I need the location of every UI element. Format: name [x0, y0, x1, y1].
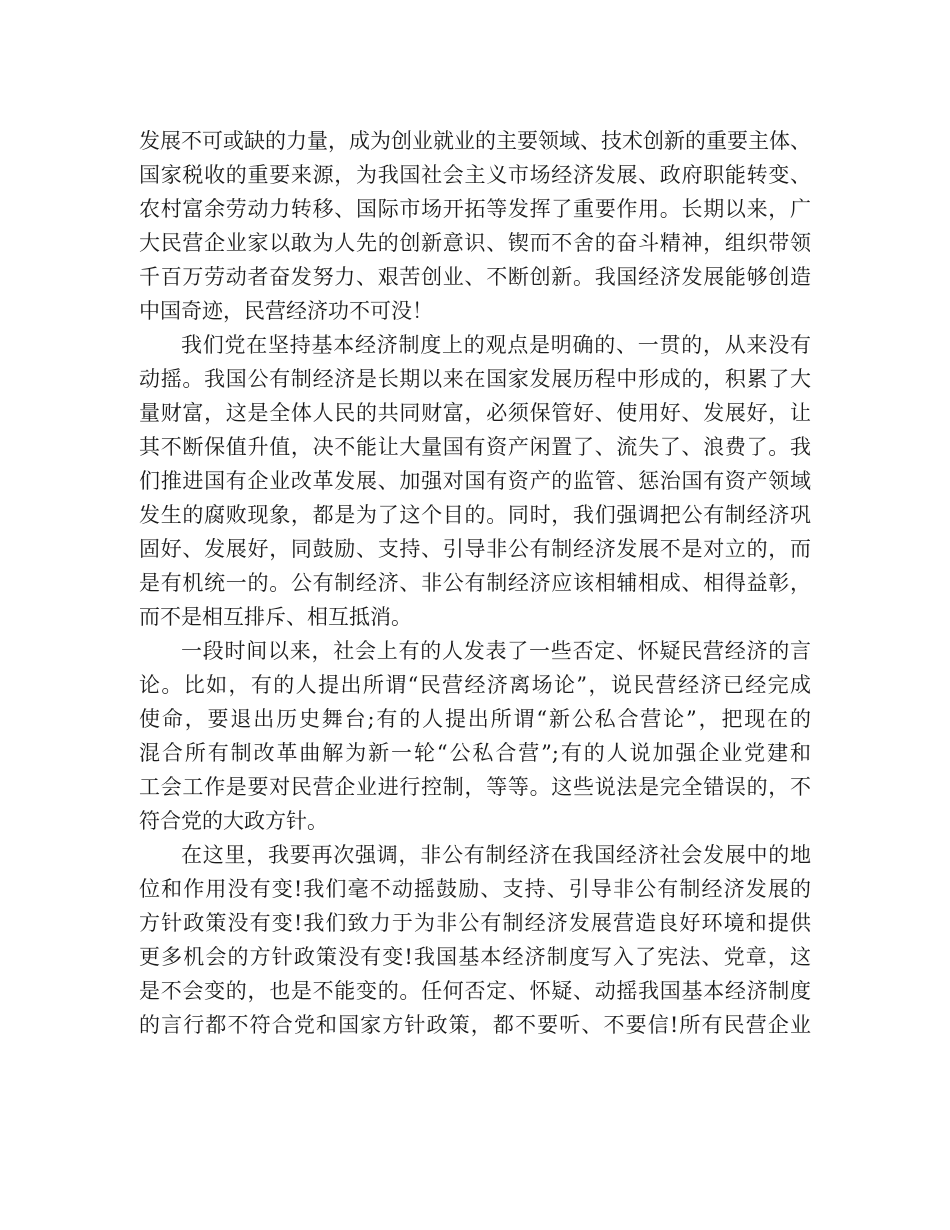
text-line: 千百万劳动者奋发努力、艰苦创业、不断创新。我国经济发展能够创造 [139, 265, 811, 289]
paragraph [139, 634, 811, 838]
text-line: 符合党的大政方针。 [139, 809, 328, 833]
text-line: 而不是相互排斥、相互抵消。 [139, 605, 412, 629]
text-line: 量财富，这是全体人民的共同财富，必须保管好、使用好、发展好，让 [139, 401, 811, 425]
text-line: 中国奇迹，民营经济功不可没！ [139, 299, 433, 323]
text-line: 发展不可或缺的力量，成为创业就业的主要领域、技术创新的重要主体、 [139, 129, 811, 153]
paragraph [139, 124, 811, 328]
text-line: 方针政策没有变!我们致力于为非公有制经济发展营造良好环境和提供 [139, 911, 811, 935]
text-line: 更多机会的方针政策没有变!我国基本经济制度写入了宪法、党章，这 [139, 945, 811, 969]
text-line: 国家税收的重要来源，为我国社会主义市场经济发展、政府职能转变、 [139, 163, 811, 187]
text-line: 大民营企业家以敢为人先的创新意识、锲而不舍的奋斗精神，组织带领 [139, 231, 811, 255]
text-line: 位和作用没有变!我们毫不动摇鼓励、支持、引导非公有制经济发展的 [139, 877, 811, 901]
text-line: 动摇。我国公有制经济是长期以来在国家发展历程中形成的，积累了大 [139, 367, 811, 391]
text-line: 一段时间以来，社会上有的人发表了一些否定、怀疑民营经济的言 [181, 639, 811, 663]
text-line: 其不断保值升值，决不能让大量国有资产闲置了、流失了、浪费了。我 [139, 435, 811, 459]
text-line: 发生的腐败现象，都是为了这个目的。同时，我们强调把公有制经济巩 [139, 503, 811, 527]
paragraph [139, 838, 811, 1042]
text-line: 混合所有制改革曲解为新一轮“公私合营”;有的人说加强企业党建和 [139, 741, 811, 765]
text-line: 我们党在坚持基本经济制度上的观点是明确的、一贯的，从来没有 [181, 333, 811, 357]
text-line: 使命，要退出历史舞台;有的人提出所谓“新公私合营论”，把现在的 [139, 707, 811, 731]
document-body [139, 124, 811, 1042]
text-line: 们推进国有企业改革发展、加强对国有资产的监管、惩治国有资产领域 [139, 469, 811, 493]
text-line: 固好、发展好，同鼓励、支持、引导非公有制经济发展不是对立的，而 [139, 537, 811, 561]
text-line: 论。比如，有的人提出所谓“民营经济离场论”，说民营经济已经完成 [139, 673, 811, 697]
text-line: 是有机统一的。公有制经济、非公有制经济应该相辅相成、相得益彰， [139, 571, 811, 595]
text-line: 的言行都不符合党和国家方针政策，都不要听、不要信!所有民营企业 [139, 1013, 811, 1037]
text-line: 是不会变的，也是不能变的。任何否定、怀疑、动摇我国基本经济制度 [139, 979, 811, 1003]
text-line: 在这里，我要再次强调，非公有制经济在我国经济社会发展中的地 [181, 843, 811, 867]
text-line: 工会工作是要对民营企业进行控制，等等。这些说法是完全错误的，不 [139, 775, 811, 799]
text-line: 农村富余劳动力转移、国际市场开拓等发挥了重要作用。长期以来，广 [139, 197, 811, 221]
paragraph [139, 328, 811, 634]
